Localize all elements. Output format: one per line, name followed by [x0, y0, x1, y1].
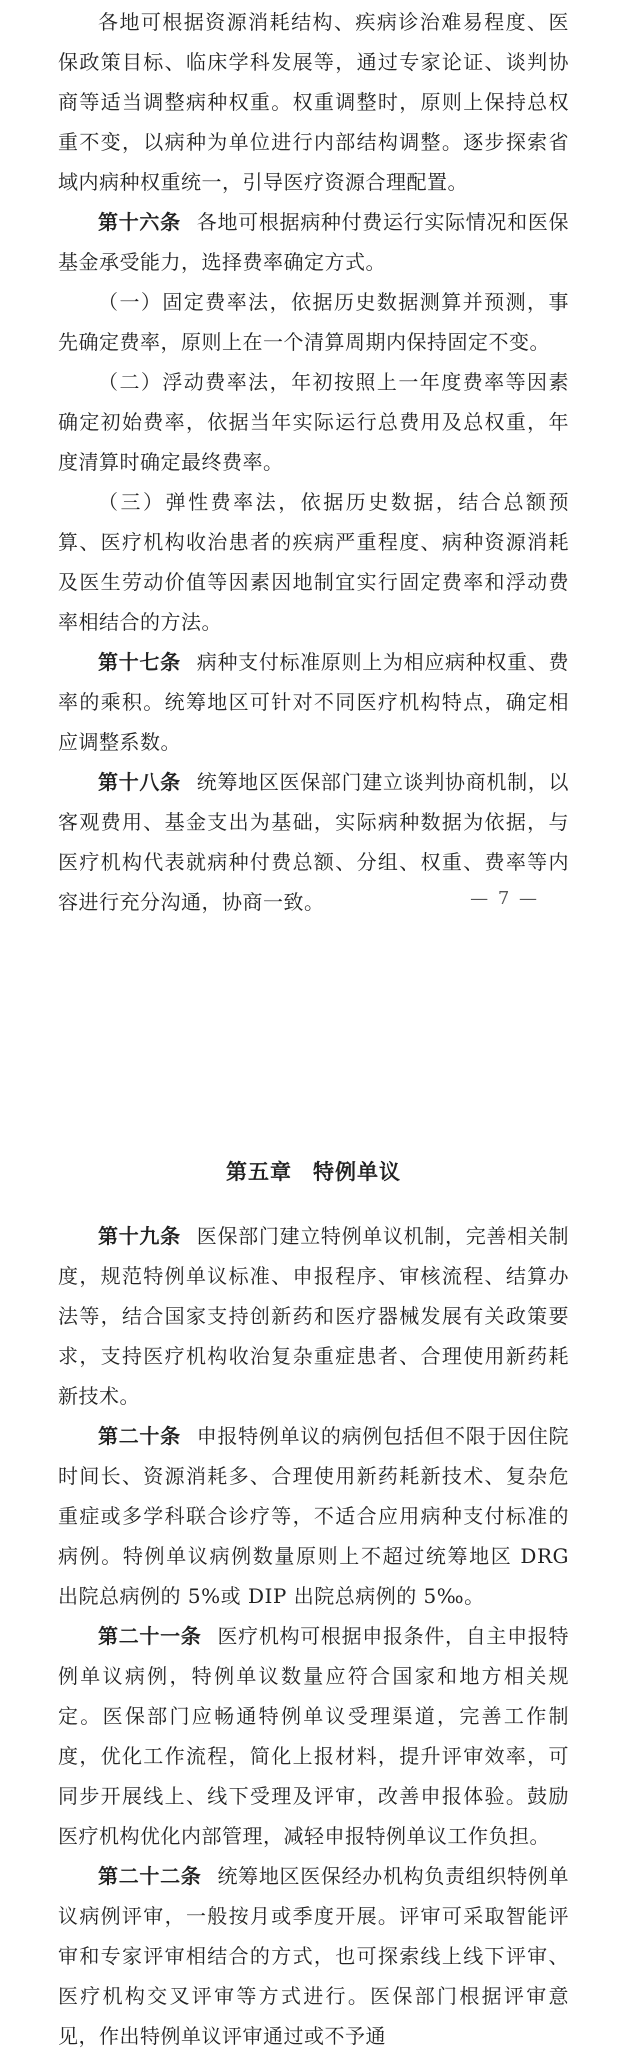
article-21 — [58, 1616, 569, 1856]
chapter-title — [58, 1152, 569, 1192]
paragraph-text: （三）弹性费率法，依据历史数据，结合总额预算、医疗机构收治患者的疾病严重程度、病种资源消耗及医生劳动价值等因素因地制宜实行固定费率和浮动费率相结合的方法。 — [58, 490, 569, 634]
article-number: 第十六条 — [98, 210, 181, 234]
article-20 — [58, 1416, 569, 1616]
chapter-number: 第五章 — [226, 1159, 292, 1184]
paragraph-text: 申报特例单议的病例包括但不限于因住院时间长、资源消耗多、合理使用新药耗新技术、复杂危重症或多学科联合诊疗等，不适合应用病种支付标准的病例。特例单议病例数量原则上不超过统筹地区 DRG 出院总病例的 5%或 DIP 出院总病例的 5‰。 — [58, 1424, 570, 1608]
page-number: — 7 — — [470, 888, 539, 909]
paragraph-text: 统筹地区医保部门建立谈判协商机制，以客观费用、基金支出为基础，实际病种数据为依据，与医疗机构代表就病种付费总额、分组、权重、费率等内容进行充分沟通，协商一致。 — [58, 770, 570, 914]
paragraph-text: 医保部门建立特例单议机制，完善相关制度，规范特例单议标准、申报程序、审核流程、结算办法等，结合国家支持创新药和医疗器械发展有关政策要求，支持医疗机构收治复杂重症患者、合理使用新药耗新技术。 — [58, 1224, 570, 1408]
article-number: 第二十条 — [98, 1424, 181, 1448]
paragraph-text: 病种支付标准原则上为相应病种权重、费率的乘积。统筹地区可针对不同医疗机构特点，确定相应调整系数。 — [58, 650, 570, 754]
document-page-7 — [0, 2, 627, 922]
list-item-elastic-rate — [58, 482, 569, 642]
list-item-floating-rate — [58, 362, 569, 482]
article-17 — [58, 642, 569, 762]
article-number: 第十九条 — [98, 1224, 181, 1248]
article-number: 第二十一条 — [98, 1624, 202, 1648]
paragraph-text: 各地可根据资源消耗结构、疾病诊治难易程度、医保政策目标、临床学科发展等，通过专家论证、谈判协商等适当调整病种权重。权重调整时，原则上保持总权重不变，以病种为单位进行内部结构调整。逐步探索省域内病种权重统一，引导医疗资源合理配置。 — [58, 10, 569, 194]
article-19 — [58, 1216, 569, 1416]
paragraph-text: 医疗机构可根据申报条件，自主申报特例单议病例，特例单议数量应符合国家和地方相关规定。医保部门应畅通特例单议受理渠道，完善工作制度，优化工作流程，简化上报材料，提升评审效率，可同步开展线上、线下受理及评审，改善申报体验。鼓励医疗机构优化内部管理，减轻申报特例单议工作负担。 — [58, 1624, 570, 1848]
article-16 — [58, 202, 569, 282]
paragraph-weight-adjustment — [58, 2, 569, 202]
paragraph-text: 统筹地区医保经办机构负责组织特例单议病例评审，一般按月或季度开展。评审可采取智能评审和专家评审相结合的方式，也可探索线上线下评审、医疗机构交叉评审等方式进行。医保部门根据评审意见，作出特例单议评审通过或不予通 — [58, 1864, 570, 2048]
article-22 — [58, 1856, 569, 2056]
article-number: 第二十二条 — [98, 1864, 202, 1888]
article-number: 第十七条 — [98, 650, 181, 674]
paragraph-text: （一）固定费率法，依据历史数据测算并预测，事先确定费率，原则上在一个清算周期内保持固定不变。 — [58, 290, 569, 354]
list-item-fixed-rate — [58, 282, 569, 362]
paragraph-text: 各地可根据病种付费运行实际情况和医保基金承受能力，选择费率确定方式。 — [58, 210, 570, 274]
article-number: 第十八条 — [98, 770, 181, 794]
document-page-8 — [0, 1152, 627, 2056]
paragraph-text: （二）浮动费率法，年初按照上一年度费率等因素确定初始费率，依据当年实际运行总费用及总权重，年度清算时确定最终费率。 — [58, 370, 569, 474]
chapter-name: 特例单议 — [313, 1159, 401, 1184]
